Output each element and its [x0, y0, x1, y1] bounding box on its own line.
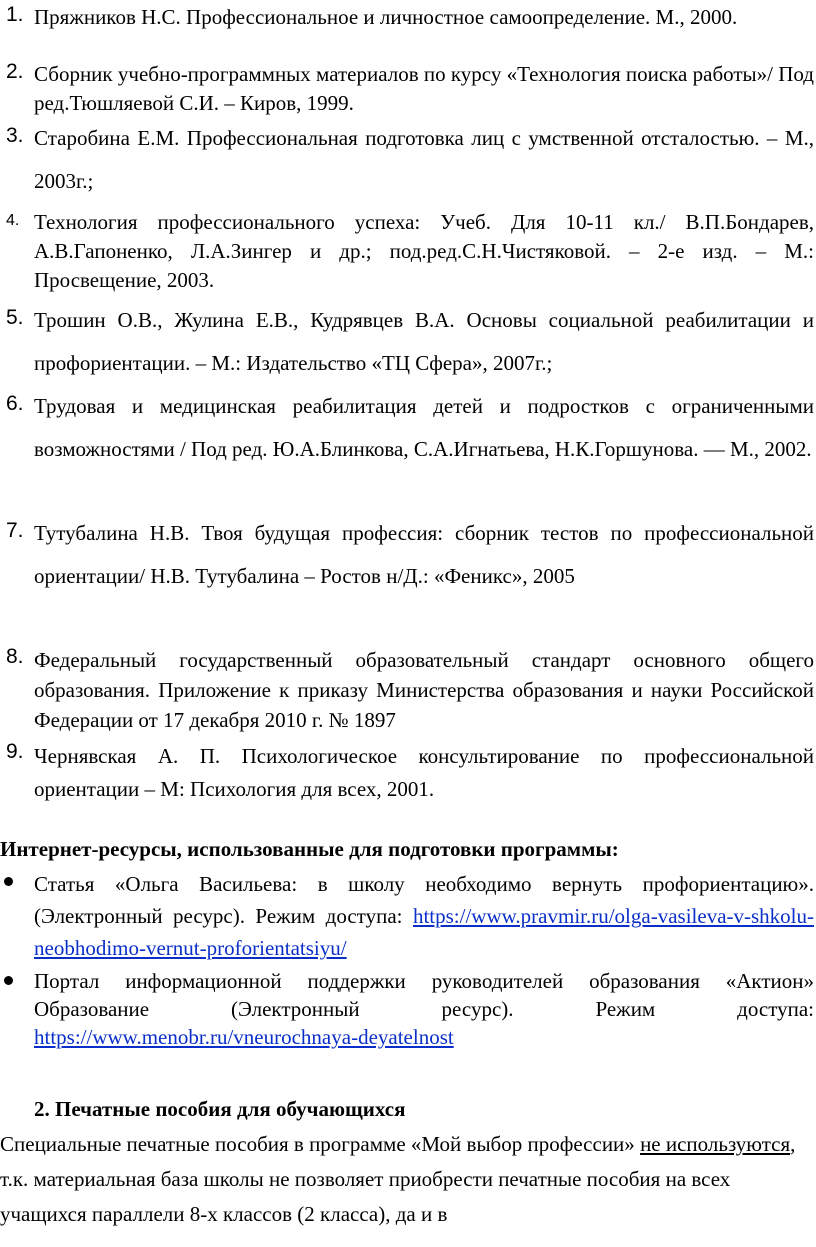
reference-text: Пряжников Н.С. Профессиональное и личностное самоопределение. М., 2000. — [34, 5, 738, 29]
reference-text: Старобина Е.М. Профессиональная подготовка лиц с умственной отсталостью. – М., 2003г.; — [34, 126, 814, 193]
reference-text: Трошин О.В., Жулина Е.В., Кудрявцев В.А. Основы социальной реабилитации и профориентации. – М.: Издательство «ТЦ Сфера», 2007г.; — [34, 308, 814, 375]
reference-number: 2. — [6, 60, 24, 83]
reference-number: 1. — [6, 3, 24, 26]
bullet-icon — [4, 877, 13, 886]
internet-resources-heading: Интернет-ресурсы, использованные для подготовки программы: — [0, 837, 619, 861]
reference-text: Трудовая и медицинская реабилитация детей и подростков с ограниченными возможностями / Под ред. Ю.А.Блинкова, С.А.Игнатьева, Н.К.Горшунова. — М., 2002. — [34, 394, 814, 461]
reference-number: 9. — [6, 740, 24, 763]
reference-text: Технология профессионального успеха: Учеб. Для 10-11 кл./ В.П.Бондарев, А.В.Гапоненко, Л.А.Зингер и др.; под.ред.С.Н.Чистяковой. – 2-е изд. – М.: Просвещение, 2003. — [34, 210, 814, 292]
resource-text — [34, 868, 814, 964]
section-2-paragraph — [0, 1127, 812, 1232]
reference-text: Сборник учебно-программных материалов по курсу «Технология поиска работы»/ Под ред.Тюшляевой С.И. – Киров, 1999. — [34, 62, 814, 115]
bullet-icon — [4, 976, 13, 985]
reference-number: 8. — [6, 645, 24, 668]
resource-text — [34, 967, 814, 1051]
reference-number: 6. — [6, 392, 24, 415]
underlined-text: не используются — [640, 1132, 791, 1156]
resource-link[interactable]: https://www.menobr.ru/vneurochnaya-deyatelnost — [34, 1025, 454, 1049]
resource-description: Портал информационной поддержки руководителей образования «Актион» Образование (Электронный ресурс). Режим доступа: — [34, 969, 814, 1021]
section-2-heading: 2. Печатные пособия для обучающихся — [34, 1097, 406, 1121]
reference-text: Тутубалина Н.В. Твоя будущая профессия: сборник тестов по профессиональной ориентации/ Н.В. Тутубалина – Ростов н/Д.: «Феникс», 2005 — [34, 521, 814, 588]
reference-number: 7. — [6, 519, 24, 542]
reference-number: 3. — [6, 124, 24, 147]
paragraph-text: , т.к. материальная база школы не позволяет приобрести печатные пособия на всех учащихся параллели 8-х классов (2 класса), да и в — [0, 1132, 796, 1226]
paragraph-text: Специальные печатные пособия в программе «Мой выбор профессии» — [0, 1132, 641, 1156]
resource-link[interactable]: https://www.pravmir.ru/olga-vasileva-v-shkolu-neobhodimo-vernut-proforientatsiyu/ — [34, 904, 814, 960]
reference-number: 4. — [6, 212, 20, 229]
reference-text: Чернявская А. П. Психологическое консультирование по профессиональной ориентации – М: Психология для всех, 2001. — [34, 744, 814, 801]
resource-description: Статья «Ольга Васильева: в школу необходимо вернуть профориентацию». (Электронный ресурс). Режим доступа: — [34, 872, 814, 928]
reference-number: 5. — [6, 306, 24, 329]
reference-text: Федеральный государственный образовательный стандарт основного общего образования. Приложение к приказу Министерства образования и науки Российской Федерации от 17 декабря 2010 г. № 1897 — [34, 648, 814, 732]
